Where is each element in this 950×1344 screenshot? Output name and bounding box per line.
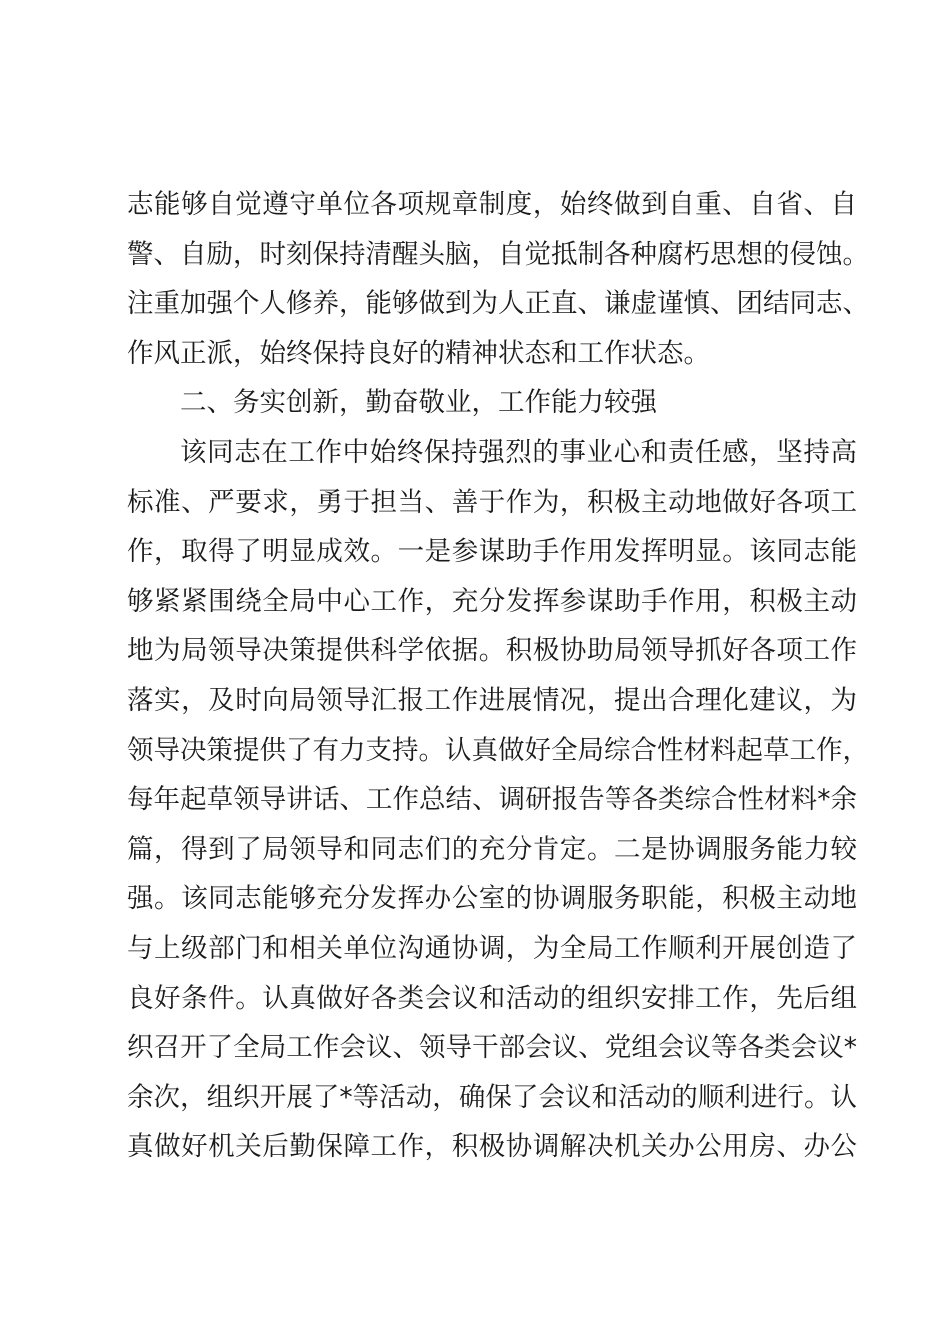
text-line: 织召开了全局工作会议、领导干部会议、党组会议等各类会议* [127,1032,857,1064]
text-line: 落实，及时向局领导汇报工作进展情况，提出合理化建议，为 [127,684,857,716]
text-line: 标准、严要求，勇于担当、善于作为，积极主动地做好各项工 [127,486,857,518]
section-heading: 二、务实创新，勤奋敬业，工作能力较强 [180,387,657,419]
text-line: 篇，得到了局领导和同志们的充分肯定。二是协调服务能力较 [127,833,857,865]
text-line: 警、自励，时刻保持清醒头脑，自觉抵制各种腐朽思想的侵蚀。 [127,238,869,270]
text-line: 与上级部门和相关单位沟通协调，为全局工作顺利开展创造了 [127,932,857,964]
text-line: 余次，组织开展了*等活动，确保了会议和活动的顺利进行。认 [127,1081,857,1113]
text-line: 作风正派，始终保持良好的精神状态和工作状态。 [127,337,710,369]
text-line: 领导决策提供了有力支持。认真做好全局综合性材料起草工作， [127,734,869,766]
text-line: 强。该同志能够充分发挥办公室的协调服务职能，积极主动地 [127,883,857,915]
paragraph-continued [127,180,869,378]
document-body [127,180,869,1172]
text-line: 够紧紧围绕全局中心工作，充分发挥参谋助手作用，积极主动 [127,585,857,617]
text-line: 作，取得了明显成效。一是参谋助手作用发挥明显。该同志能 [127,536,857,568]
text-line: 真做好机关后勤保障工作，积极协调解决机关办公用房、办公 [127,1131,857,1163]
text-line: 地为局领导决策提供科学依据。积极协助局领导抓好各项工作 [127,635,857,667]
paragraph-work-ability [127,428,869,1172]
text-line: 良好条件。认真做好各类会议和活动的组织安排工作，先后组 [127,982,857,1014]
text-line: 每年起草领导讲话、工作总结、调研报告等各类综合性材料*余 [127,784,857,816]
text-line: 志能够自觉遵守单位各项规章制度，始终做到自重、自省、自 [127,189,857,220]
text-line: 该同志在工作中始终保持强烈的事业心和责任感，坚持高 [180,436,857,468]
text-line: 注重加强个人修养，能够做到为人正直、谦虚谨慎、团结同志、 [127,288,869,320]
